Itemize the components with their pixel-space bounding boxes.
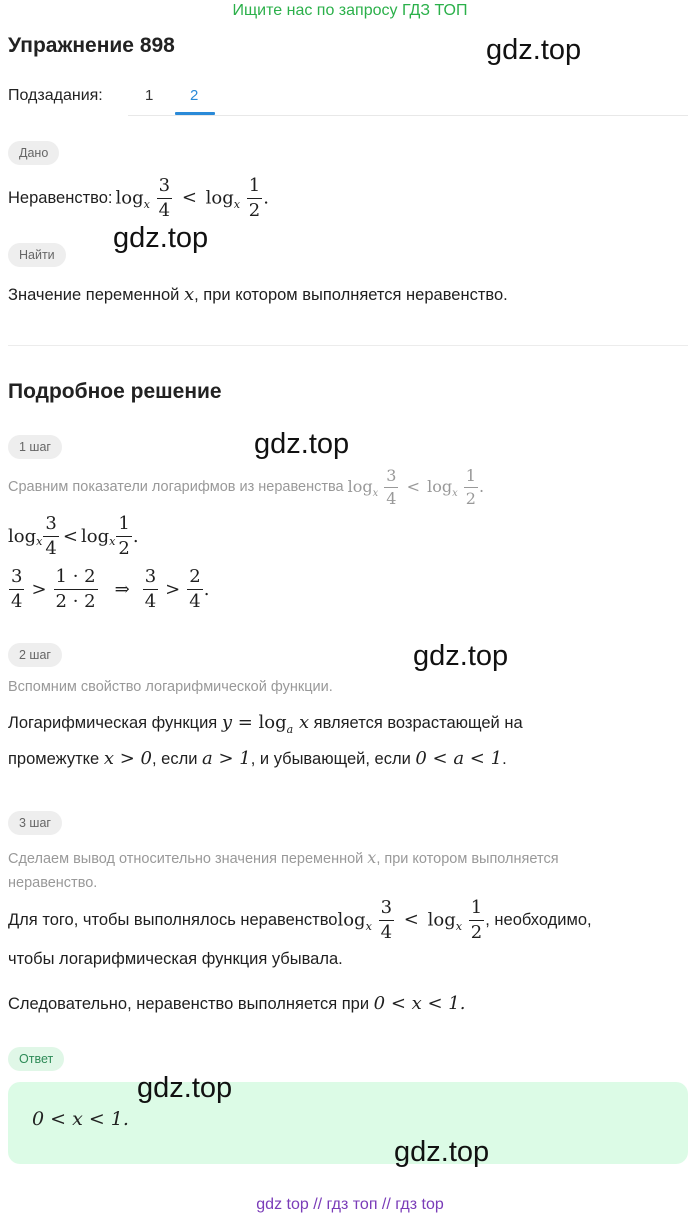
step-1-inequality: log x $\frac{3}{4}$ < log x $\frac{1}{2}$ . [8, 512, 139, 559]
footer-links[interactable]: gdz top // гдз топ // гдз top [256, 1196, 444, 1213]
subtasks-divider [128, 115, 688, 116]
step-2-badge: 2 шаг [8, 643, 62, 667]
step-1-note: Сравним показатели логарифмов из неравенства $\log_x$ $\frac{3}{4}$ < $\log_x$ $\frac{1}{2}$ . [8, 465, 485, 508]
page-title: Упражнение 898 [8, 34, 175, 57]
watermark: gdz.top [413, 640, 509, 672]
given-badge: Дано [8, 141, 59, 165]
section-divider [8, 345, 688, 346]
given-prefix: Неравенство: [8, 188, 113, 207]
find-badge: Найти [8, 243, 66, 267]
watermark: gdz.top [113, 222, 209, 254]
step-2-line-2: промежутке x > 0, если a > 1, и убывающей, если 0 < a < 1. [8, 748, 507, 769]
subtask-tab-1[interactable]: 1 [145, 87, 154, 104]
step-3-note: Сделаем вывод относительно значения переменной x, при котором выполняется неравенство. [8, 848, 559, 891]
step-3-line-1: Для того, чтобы выполнялось неравенство $\log_x$ $\frac{3}{4}$ < $\log_x$ $\frac{1}{2}$ , необходимо, [8, 896, 592, 943]
step-2-line-1: Логарифмическая функция $y = \log_a x$ является возрастающей на [8, 712, 523, 736]
find-text: Значение переменной x, при котором выполняется неравенство. [8, 284, 508, 305]
step-3-line-2: чтобы логарифмическая функция убывала. [8, 950, 343, 968]
subtasks-label: Подзадания: [8, 87, 103, 104]
search-banner[interactable]: Ищите нас по запросу ГДЗ ТОП [232, 2, 468, 19]
step-3-line-3: Следовательно, неравенство выполняется при 0 < x < 1. [8, 993, 466, 1014]
subtask-tab-2[interactable]: 2 [190, 87, 199, 104]
watermark: gdz.top [486, 34, 582, 66]
answer-badge: Ответ [8, 1047, 64, 1071]
watermark: gdz.top [394, 1136, 490, 1168]
given-inequality: Неравенство: $\log_x$ $\frac{3}{4}$ < $\log_x$ $\frac{1}{2}$ . [8, 174, 269, 221]
step-2-note: Вспомним свойство логарифмической функции. [8, 679, 333, 695]
step-1-badge: 1 шаг [8, 435, 62, 459]
step-3-badge: 3 шаг [8, 811, 62, 835]
step-1-comparison: $\frac{3}{4}$ > $\frac{1 \cdot 2}{2 \cdot 2}$ ⇒ $\frac{3}{4}$ > $\frac{2}{4}$ . [11, 565, 210, 612]
watermark: gdz.top [254, 428, 350, 460]
solution-title: Подробное решение [8, 380, 222, 403]
watermark: gdz.top [137, 1072, 233, 1104]
answer-value: 0 < x < 1. [32, 1108, 129, 1130]
active-tab-indicator [175, 112, 215, 115]
